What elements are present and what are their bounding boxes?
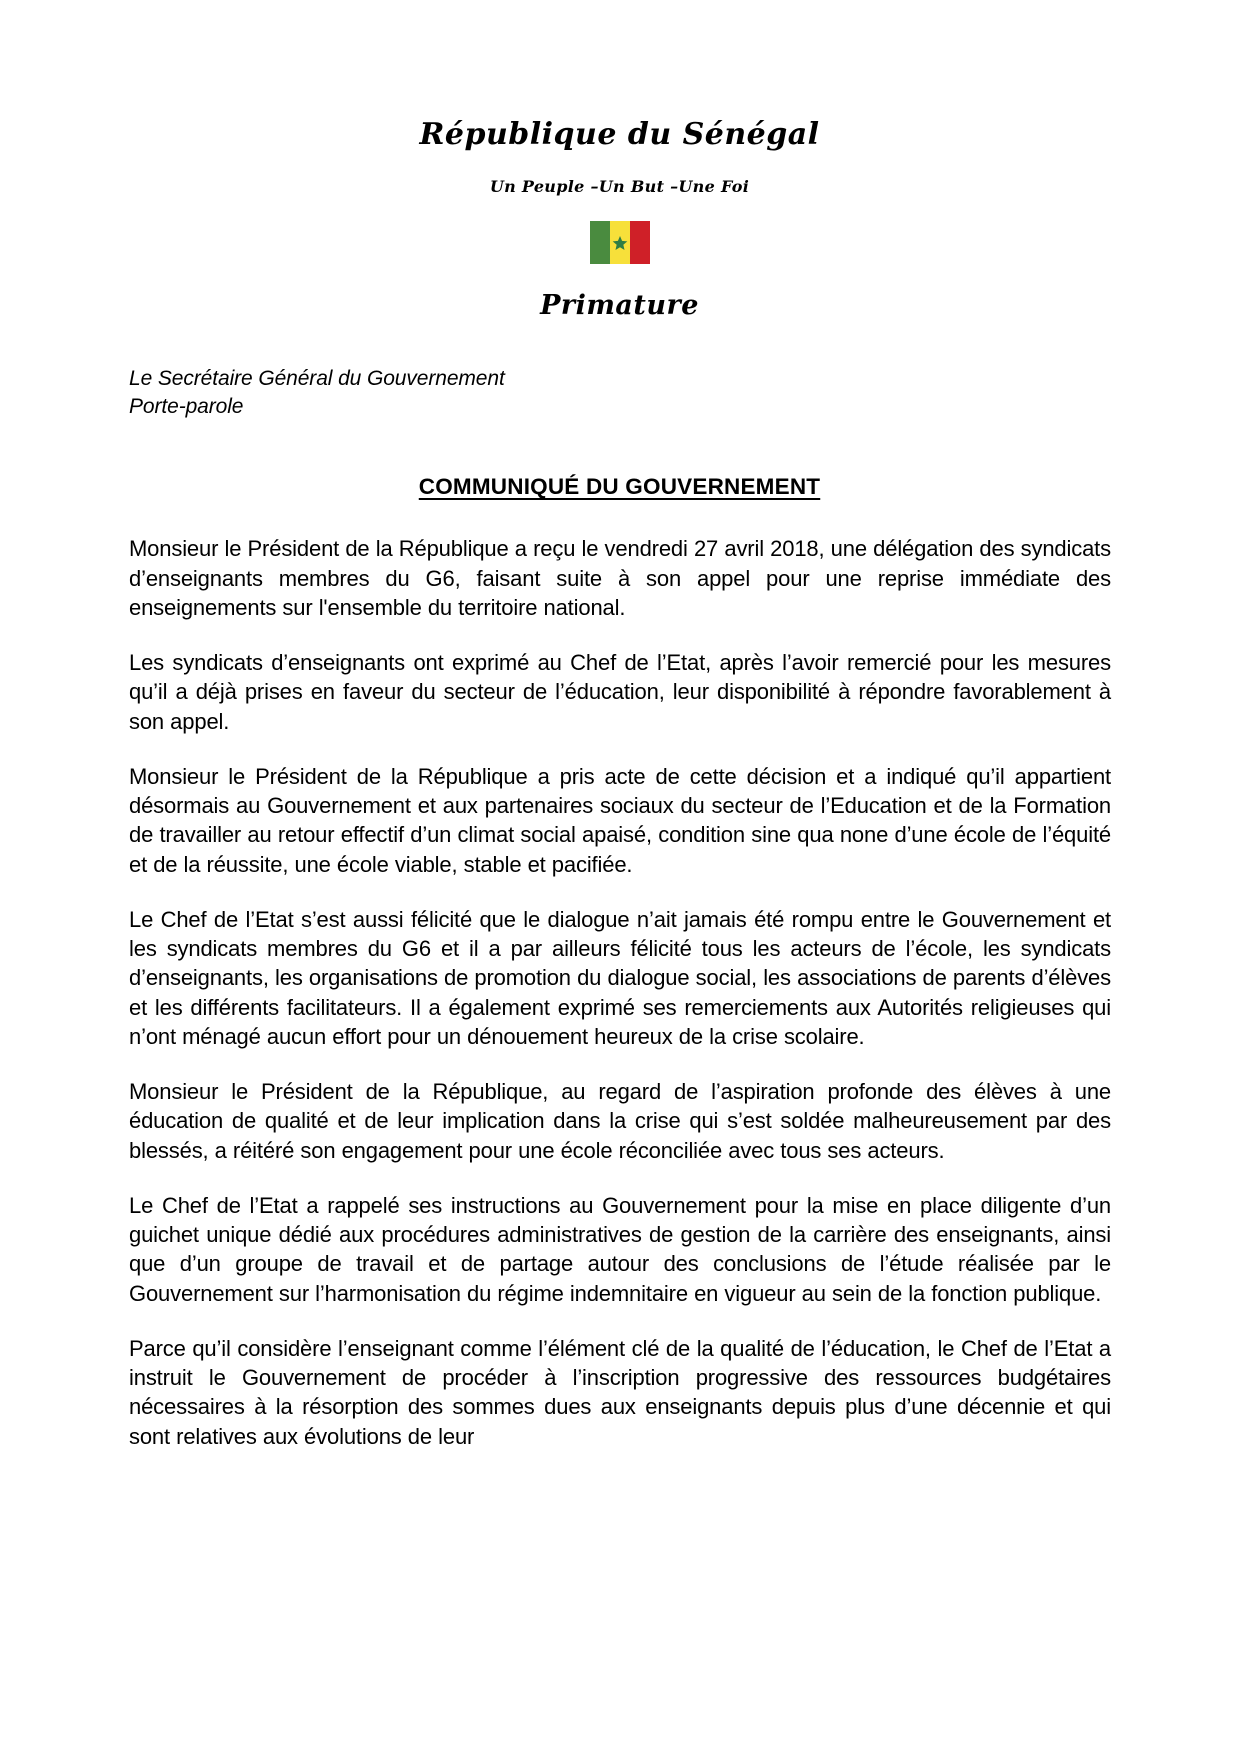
senegal-flag-icon: [590, 221, 650, 264]
role-line-title: Le Secrétaire Général du Gouvernement: [129, 367, 505, 390]
national-motto: Un Peuple –Un But –Une Foi: [489, 177, 750, 196]
paragraph: Parce qu’il considère l’enseignant comme l’élément clé de la qualité de l’éducation, le Chef de l’Etat a instruit le Gouvernement de procéder à l’inscription progressive des ressources budgétaires nécessaires à la résorption des sommes dues aux enseignants depuis plus d’une décennie et qui sont relatives aux évolutions de leur: [129, 1335, 1111, 1449]
paragraph: Le Chef de l’Etat a rappelé ses instructions au Gouvernement pour la mise en place diligente d’un guichet unique dédié aux procédures administratives de gestion de la carrière des enseignants, ainsi que d’un groupe de travail et de partage autour des conclusions de l’étude réalisée par le Gouvernement sur l’harmonisation du régime indemnitaire en vigueur au sein de la fonction publique.: [129, 1192, 1111, 1306]
flag-band-green: [590, 221, 610, 264]
paragraph: Les syndicats d’enseignants ont exprimé au Chef de l’Etat, après l’avoir remercié pour les mesures qu’il a déjà prises en faveur du secteur de l’éducation, leur disponibilité à répondre favorablement à son appel.: [129, 650, 1111, 734]
paragraph: Le Chef de l’Etat s’est aussi félicité que le dialogue n’ait jamais été rompu entre le Gouvernement et les syndicats membres du G6 et il a par ailleurs félicité tous les acteurs de l’école, les syndicats d’enseignants, les organisations de promotion du dialogue social, les associations de parents d’élèves et les différents facilitateurs. Il a également exprimé ses remerciements aux Autorités religieuses qui n’ont ménagé aucun effort pour un dénouement heureux de la crise scolaire.: [129, 906, 1111, 1049]
document-header: [0, 0, 1239, 321]
signatory-role-block: [0, 365, 1239, 420]
document-body: [0, 500, 1239, 1451]
flag-band-red: [630, 221, 650, 264]
institution-title: Primature: [540, 290, 699, 321]
role-line-spokesperson: Porte-parole: [129, 394, 244, 418]
paragraph: Monsieur le Président de la République, au regard de l’aspiration profonde des élèves à une éducation de qualité et de leur implication dans la crise qui s’est soldée malheureusement par des blessés, a réitéré son engagement pour une école réconciliée avec tous ses acteurs.: [129, 1079, 1111, 1163]
page-title: COMMUNIQUÉ DU GOUVERNEMENT: [418, 474, 821, 500]
flag-container: [0, 221, 1239, 264]
paragraph: Monsieur le Président de la République a pris acte de cette décision et a indiqué qu’il appartient désormais au Gouvernement et aux partenaires sociaux du secteur de l’Education et de la Formation de travailler au retour effectif d’un climat social apaisé, condition sine qua none d’une école de l’équité et de la réussite, une école viable, stable et pacifiée.: [129, 763, 1111, 877]
paragraph: Monsieur le Président de la République a reçu le vendredi 27 avril 2018, une délégation des syndicats d’enseignants membres du G6, faisant suite à son appel pour une reprise immédiate des enseignements sur l'ensemble du territoire national.: [129, 536, 1111, 620]
republic-title: République du Sénégal: [419, 117, 820, 152]
